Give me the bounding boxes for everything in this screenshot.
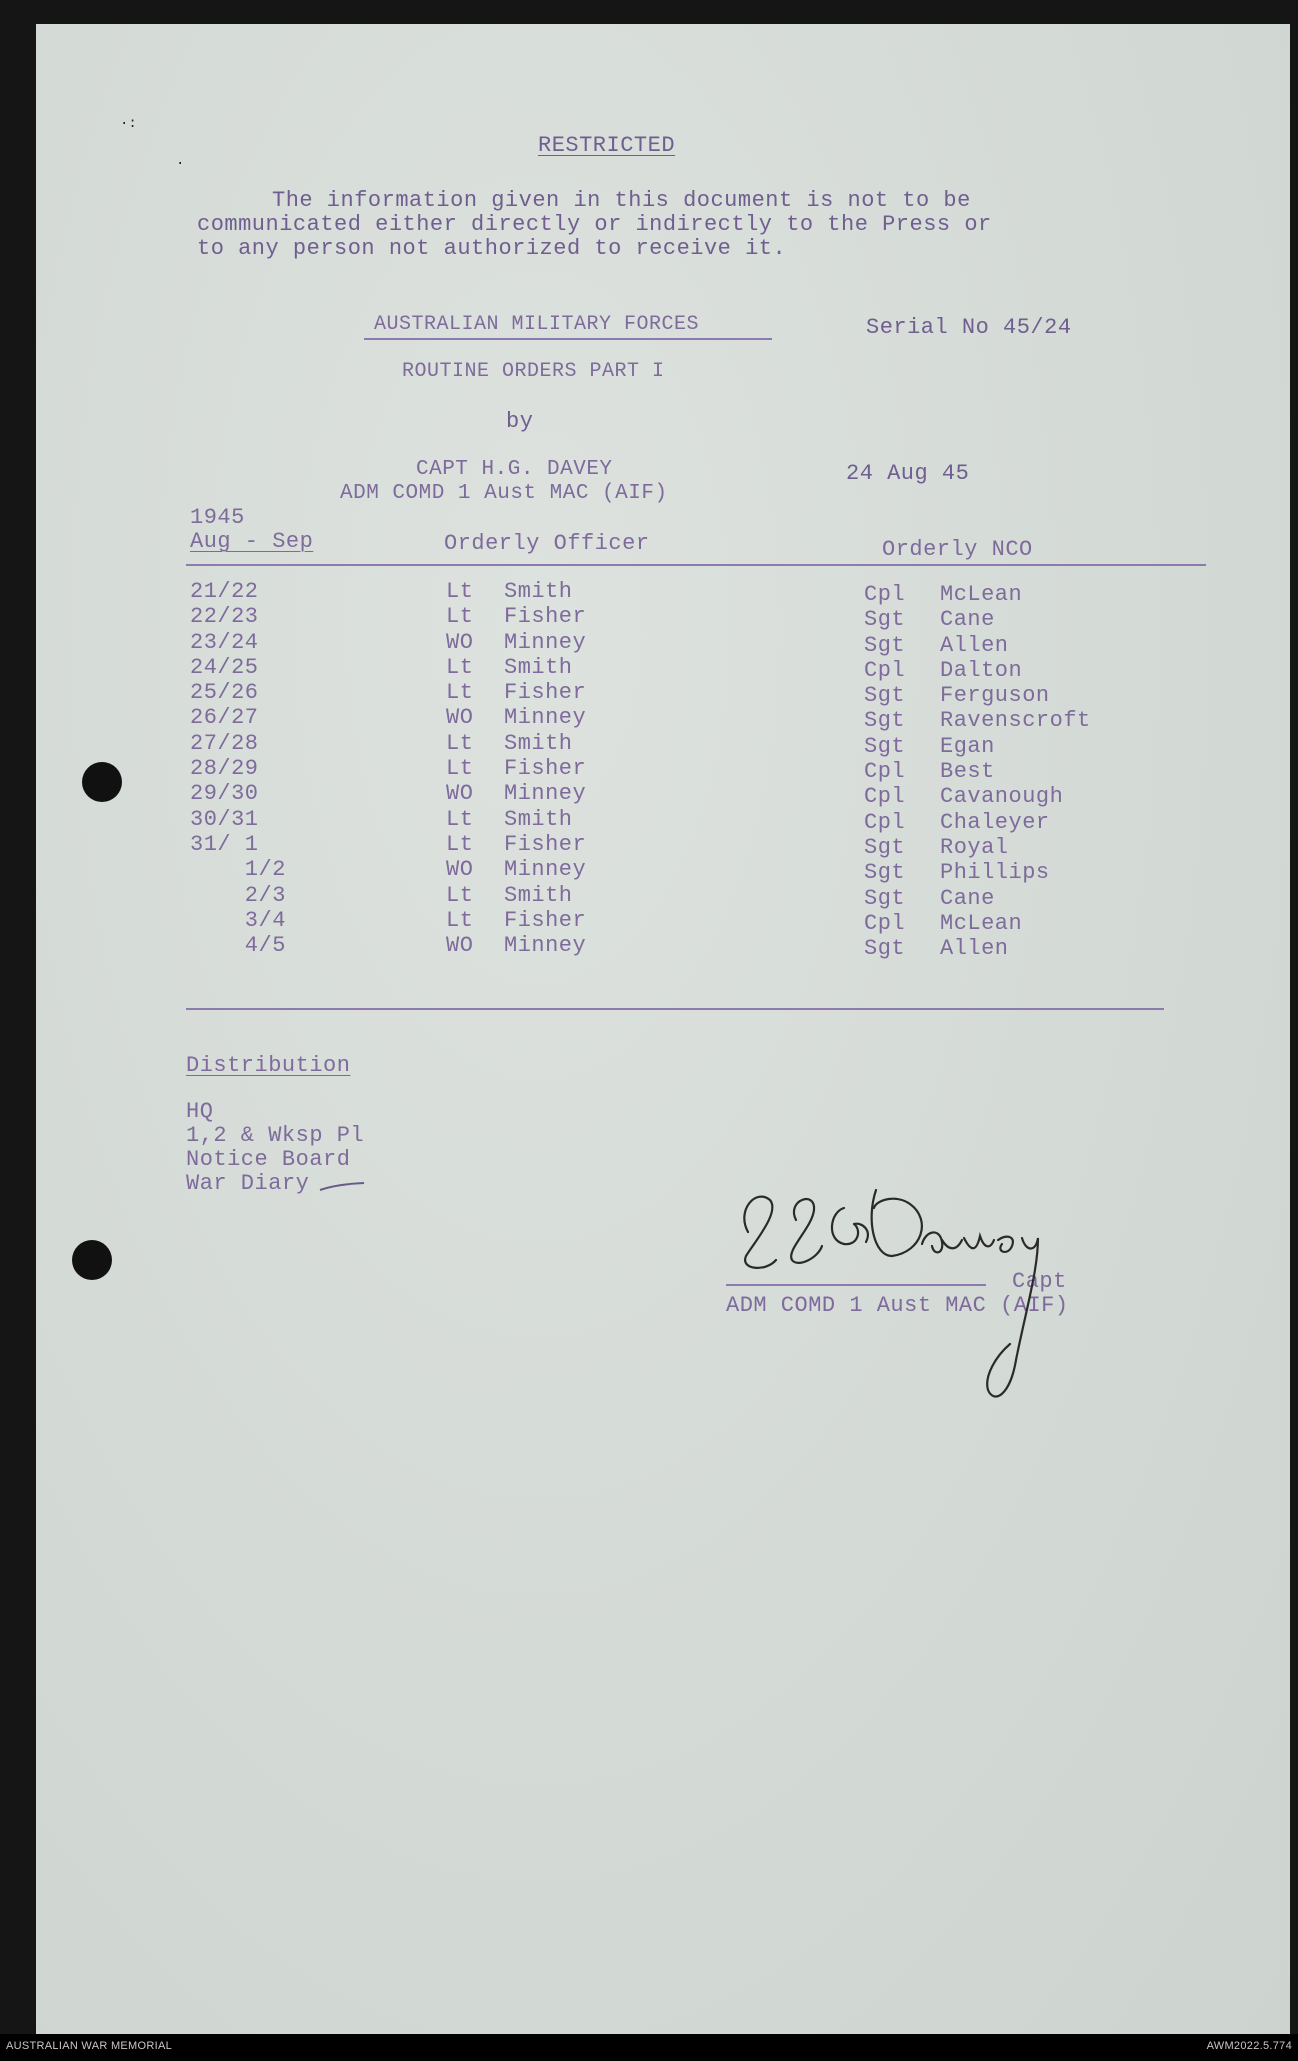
ink-speck: ·: <box>120 116 137 132</box>
table-officer-rank-cell: WO <box>446 781 474 807</box>
table-officer-name-cell: Fisher <box>504 831 587 857</box>
table-nco-rank-cell: Cpl <box>864 910 906 936</box>
table-nco-name-cell: Ravenscroft <box>940 708 1091 734</box>
table-date-cell: 31/ 1 <box>190 831 259 857</box>
table-nco-rank-cell: Cpl <box>864 809 906 835</box>
table-nco-rank-cell: Sgt <box>864 683 906 709</box>
distribution-item: HQ <box>186 1099 214 1124</box>
table-officer-name-cell: Fisher <box>504 907 587 933</box>
table-nco-name-cell: Allen <box>940 632 1009 658</box>
table-officer-name-cell: Smith <box>504 806 573 832</box>
nco-rank-column <box>864 582 914 961</box>
table-date-cell: 21/22 <box>190 579 259 604</box>
table-nco-name-cell: McLean <box>940 910 1023 936</box>
table-nco-rank-cell: Sgt <box>864 834 906 860</box>
table-nco-rank-cell: Sgt <box>864 860 906 886</box>
table-nco-name-cell: Chaleyer <box>940 809 1050 835</box>
table-officer-rank-cell: Lt <box>446 604 474 630</box>
table-nco-rank-cell: Sgt <box>864 632 906 658</box>
table-nco-rank-cell: Sgt <box>864 936 906 962</box>
archive-footer <box>0 2034 1298 2061</box>
table-nco-name-cell: Cane <box>940 885 995 911</box>
command-name: ADM COMD 1 Aust MAC (AIF) <box>340 482 668 505</box>
table-date-cell: 3/4 <box>190 907 286 933</box>
table-nco-rank-cell: Sgt <box>864 885 906 911</box>
table-header-rule <box>186 564 1206 566</box>
table-bottom-rule <box>186 1008 1164 1010</box>
document-page <box>36 24 1290 2034</box>
table-date-cell: 23/24 <box>190 629 259 655</box>
signature-command: ADM COMD 1 Aust MAC (AIF) <box>726 1293 1069 1318</box>
table-officer-rank-cell: Lt <box>446 882 474 908</box>
punch-hole-top <box>82 762 122 802</box>
table-officer-rank-cell: Lt <box>446 579 474 604</box>
table-officer-name-cell: Minney <box>504 933 587 959</box>
table-nco-name-cell: Royal <box>940 834 1009 860</box>
table-date-cell: 2/3 <box>190 882 286 908</box>
table-officer-name-cell: Smith <box>504 654 573 680</box>
table-nco-name-cell: Phillips <box>940 860 1050 886</box>
table-nco-rank-cell: Sgt <box>864 607 906 633</box>
table-officer-name-cell: Fisher <box>504 680 587 706</box>
table-date-cell: 22/23 <box>190 604 259 630</box>
table-officer-name-cell: Smith <box>504 730 573 756</box>
handwritten-signature <box>726 1160 1056 1420</box>
table-nco-rank-cell: Cpl <box>864 759 906 785</box>
table-date-cell: 1/2 <box>190 857 286 883</box>
table-nco-name-cell: Best <box>940 759 995 785</box>
routine-orders-title: ROUTINE ORDERS PART I <box>402 360 665 383</box>
table-officer-rank-cell: Lt <box>446 907 474 933</box>
table-nco-name-cell: Egan <box>940 733 995 759</box>
table-nco-rank-cell: Cpl <box>864 582 906 607</box>
table-date-cell: 28/29 <box>190 756 259 782</box>
table-officer-name-cell: Fisher <box>504 604 587 630</box>
table-officer-rank-cell: Lt <box>446 806 474 832</box>
table-nco-name-cell: Dalton <box>940 657 1023 683</box>
table-nco-rank-cell: Sgt <box>864 708 906 734</box>
table-date-cell: 27/28 <box>190 730 259 756</box>
by-label: by <box>506 409 534 434</box>
officer-name: CAPT H.G. DAVEY <box>416 458 613 481</box>
notice-line-3: to any person not authorized to receive it. <box>197 236 787 261</box>
table-nco-rank-cell: Sgt <box>864 733 906 759</box>
distribution-item: Notice Board <box>186 1147 351 1172</box>
footer-right: AWM2022.5.774 <box>1206 2040 1292 2052</box>
distribution-item: War Diary <box>186 1171 310 1196</box>
table-officer-rank-cell: Lt <box>446 831 474 857</box>
punch-hole-bottom <box>72 1240 112 1280</box>
officer-rank-column <box>446 579 496 958</box>
restricted-label: RESTRICTED <box>538 133 676 158</box>
distribution-item: 1,2 & Wksp Pl <box>186 1123 365 1148</box>
table-date-cell: 24/25 <box>190 654 259 680</box>
table-date-cell: 26/27 <box>190 705 259 731</box>
nco-name-column <box>940 582 1200 961</box>
table-nco-name-cell: McLean <box>940 582 1023 607</box>
table-officer-rank-cell: Lt <box>446 730 474 756</box>
table-officer-name-cell: Smith <box>504 579 573 604</box>
distribution-heading: Distribution <box>186 1053 351 1078</box>
signature-rank: Capt <box>1012 1269 1067 1294</box>
table-officer-rank-cell: WO <box>446 857 474 883</box>
table-officer-rank-cell: Lt <box>446 680 474 706</box>
table-nco-name-cell: Ferguson <box>940 683 1050 709</box>
table-officer-rank-cell: WO <box>446 933 474 959</box>
tick-mark <box>318 1180 368 1194</box>
table-officer-rank-cell: WO <box>446 705 474 731</box>
table-officer-name-cell: Smith <box>504 882 573 908</box>
table-officer-rank-cell: WO <box>446 629 474 655</box>
table-date-cell: 29/30 <box>190 781 259 807</box>
orderly-officer-header: Orderly Officer <box>444 531 650 556</box>
table-officer-rank-cell: Lt <box>446 654 474 680</box>
table-nco-name-cell: Cane <box>940 607 995 633</box>
table-nco-rank-cell: Cpl <box>864 657 906 683</box>
table-date-cell: 25/26 <box>190 680 259 706</box>
table-officer-name-cell: Minney <box>504 705 587 731</box>
table-officer-name-cell: Fisher <box>504 756 587 782</box>
order-date: 24 Aug 45 <box>846 461 970 486</box>
year-label: 1945 <box>190 505 245 530</box>
orderly-nco-header: Orderly NCO <box>882 537 1033 562</box>
table-officer-rank-cell: Lt <box>446 756 474 782</box>
org-underline <box>364 338 772 340</box>
serial-number: Serial No 45/24 <box>866 315 1072 340</box>
table-officer-name-cell: Minney <box>504 781 587 807</box>
period-header: Aug - Sep <box>190 529 314 554</box>
table-nco-name-cell: Allen <box>940 936 1009 962</box>
org-heading: AUSTRALIAN MILITARY FORCES <box>374 313 700 336</box>
date-column <box>190 579 390 958</box>
table-officer-name-cell: Minney <box>504 857 587 883</box>
notice-line-1: The information given in this document is not to be <box>272 188 971 213</box>
notice-line-2: communicated either directly or indirectly to the Press or <box>197 212 992 237</box>
table-nco-name-cell: Cavanough <box>940 784 1064 810</box>
ink-speck: · <box>176 156 185 172</box>
officer-name-column <box>504 579 704 958</box>
table-officer-name-cell: Minney <box>504 629 587 655</box>
table-date-cell: 4/5 <box>190 933 286 959</box>
footer-left: AUSTRALIAN WAR MEMORIAL <box>6 2040 173 2052</box>
table-date-cell: 30/31 <box>190 806 259 832</box>
table-nco-rank-cell: Cpl <box>864 784 906 810</box>
